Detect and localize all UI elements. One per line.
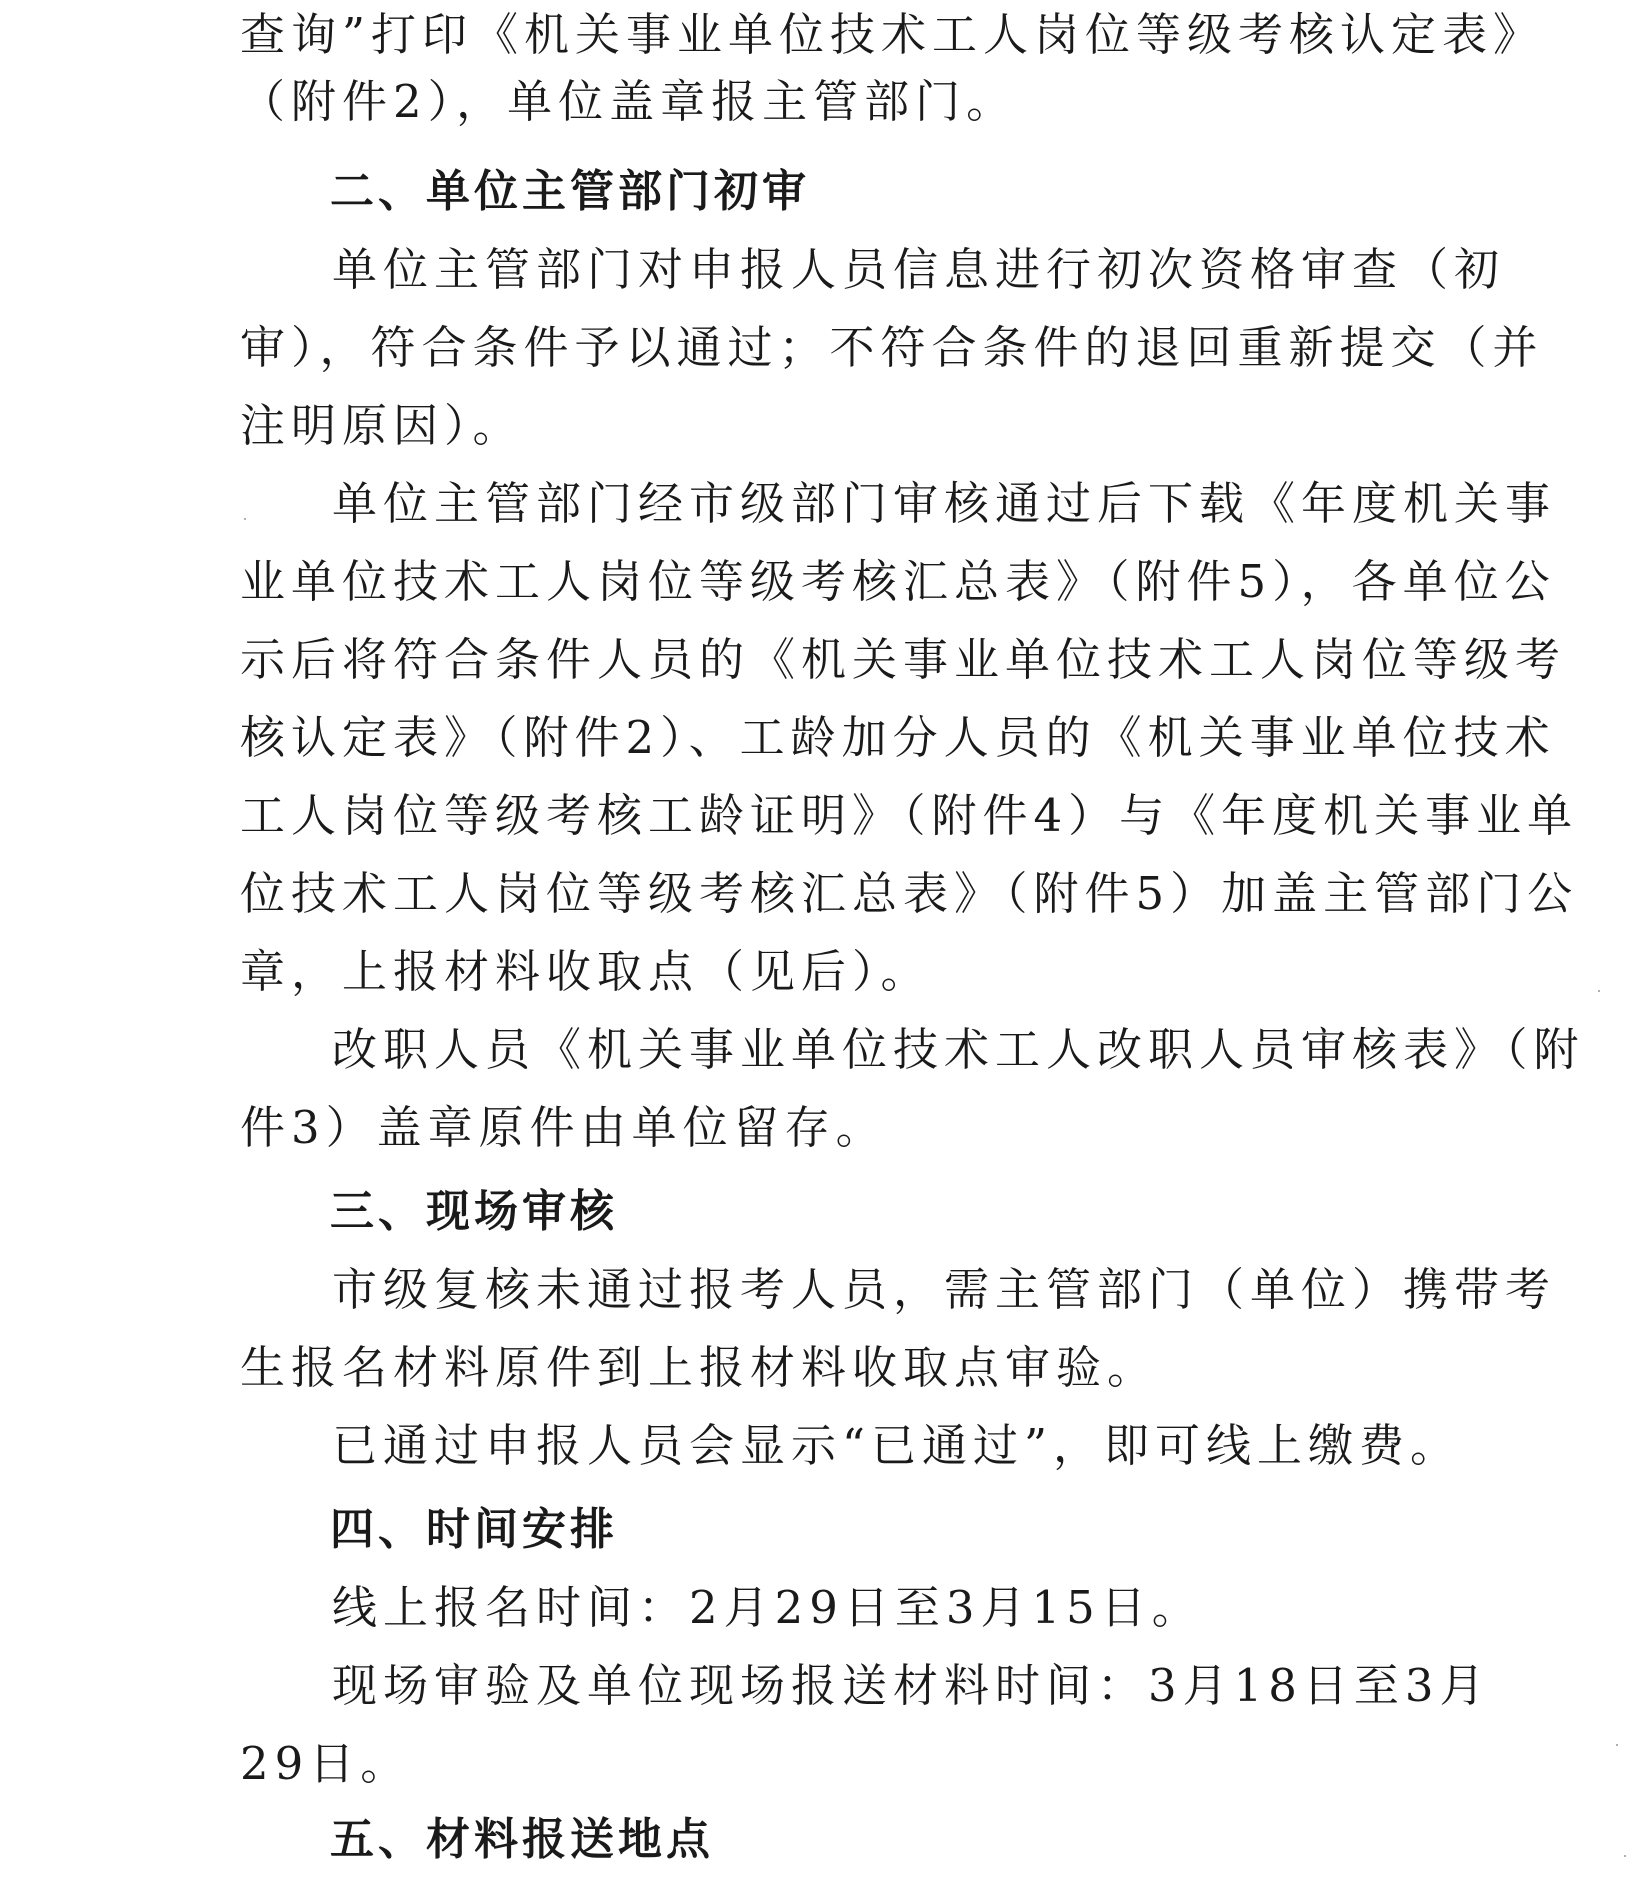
section-heading: 四、时间安排 [330, 1504, 618, 1555]
scan-speck [1598, 990, 1600, 992]
scan-speck [244, 518, 246, 520]
section-heading: 五、材料报送地点 [330, 1814, 714, 1865]
text-line: 核认定表》（附件2）、工龄加分人员的《机关事业单位技术 [240, 711, 1556, 764]
text-line: 改职人员《机关事业单位技术工人改职人员审核表》（附 [332, 1023, 1585, 1076]
text-line: 现场审验及单位现场报送材料时间：3月18日至3月 [332, 1659, 1491, 1712]
text-line: 已通过申报人员会显示“已通过”，即可线上缴费。 [332, 1419, 1462, 1472]
text-line: 业单位技术工人岗位等级考核汇总表》（附件5），各单位公 [240, 555, 1556, 608]
text-line: （附件2），单位盖章报主管部门。 [240, 75, 1018, 128]
text-line: 单位主管部门对申报人员信息进行初次资格审查（初 [332, 243, 1506, 296]
section-heading: 二、单位主管部门初审 [330, 166, 810, 217]
text-line: 生报名材料原件到上报材料收取点审验。 [240, 1341, 1159, 1394]
text-line: 单位主管部门经市级部门审核通过后下载《年度机关事 [332, 477, 1557, 530]
text-line: 审），符合条件予以通过；不符合条件的退回重新提交（并 [240, 321, 1544, 374]
text-line: 工人岗位等级考核工龄证明》（附件4）与《年度机关事业单 [240, 789, 1579, 842]
text-line: 市级复核未通过报考人员，需主管部门（单位）携带考 [332, 1263, 1557, 1316]
text-line: 示后将符合条件人员的《机关事业单位技术工人岗位等级考 [240, 633, 1567, 686]
text-line: 线上报名时间：2月29日至3月15日。 [332, 1581, 1203, 1634]
scan-speck [1624, 1855, 1626, 1857]
text-line: 件3）盖章原件由单位留存。 [240, 1101, 887, 1154]
text-line: 29日。 [240, 1737, 412, 1790]
text-line: 位技术工人岗位等级考核汇总表》（附件5）加盖主管部门公 [240, 867, 1579, 920]
text-line: 查询”打印《机关事业单位技术工人岗位等级考核认定表》 [240, 8, 1545, 61]
scan-speck [1616, 1744, 1618, 1746]
text-line: 注明原因）。 [240, 399, 524, 452]
section-heading: 三、现场审核 [330, 1186, 618, 1237]
text-line: 章，上报材料收取点（见后）。 [240, 945, 932, 998]
